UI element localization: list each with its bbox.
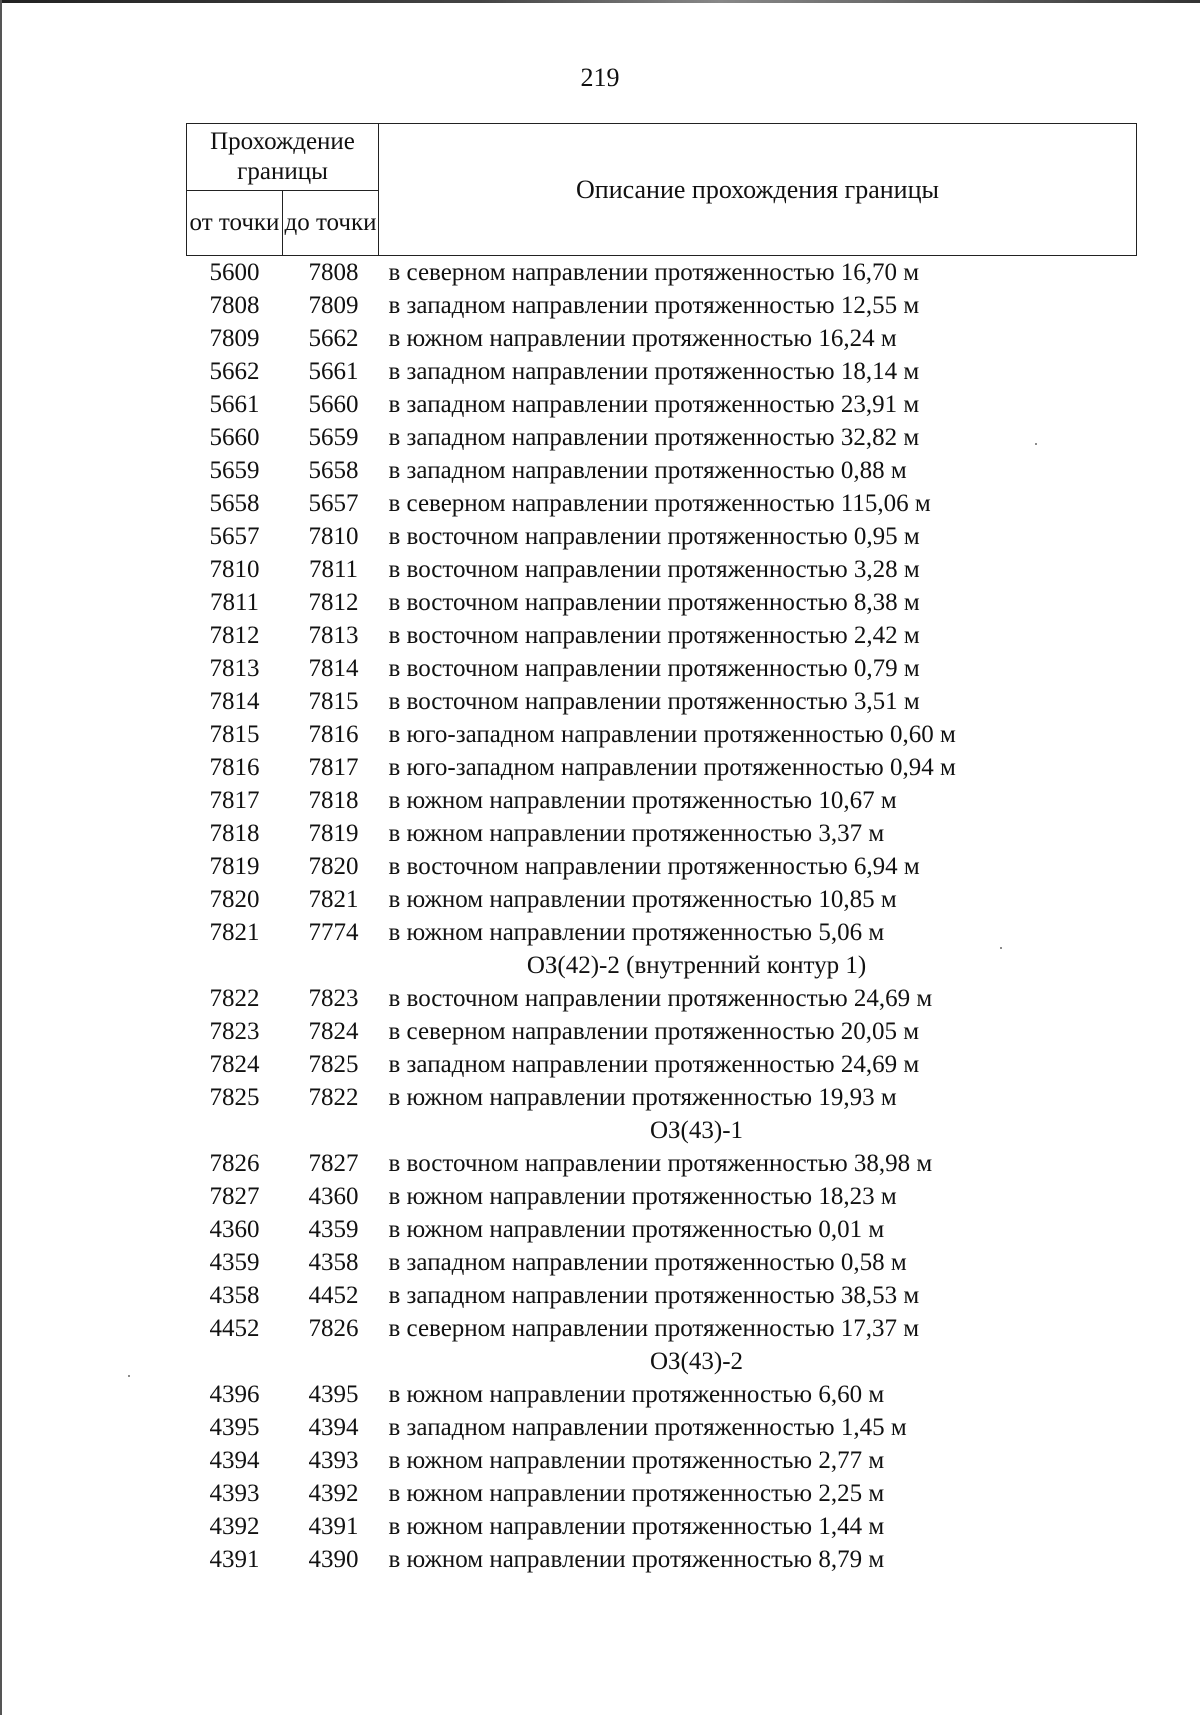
- from-point-cell: 7821: [209, 919, 260, 946]
- to-point-cell: 5660: [308, 391, 359, 418]
- description-cell: в западном направлении протяженностью 1,45 м: [388, 1414, 907, 1441]
- description-cell: в южном направлении протяженностью 10,85 м: [388, 886, 897, 913]
- table-row: [187, 1015, 1137, 1048]
- description-cell: в южном направлении протяженностью 5,06 м: [388, 919, 885, 946]
- table-row: [187, 388, 1137, 421]
- description-cell: в южном направлении протяженностью 10,67 м: [388, 787, 897, 814]
- from-point-cell: 4395: [209, 1414, 260, 1441]
- table-row: [187, 751, 1137, 784]
- from-point-cell: 7813: [209, 655, 260, 682]
- to-point-cell: 5657: [308, 490, 359, 517]
- table-row: [187, 784, 1137, 817]
- to-point-cell: 4359: [308, 1216, 359, 1243]
- description-cell: в западном направлении протяженностью 24,69 м: [388, 1051, 920, 1078]
- to-point-cell: 7814: [308, 655, 359, 682]
- scan-speck: [1000, 947, 1002, 949]
- from-point-cell: 7818: [209, 820, 260, 847]
- to-point-header: до точки: [283, 191, 379, 256]
- table-row: [187, 718, 1137, 751]
- table-header: [187, 124, 1137, 256]
- to-point-cell: 7821: [308, 886, 359, 913]
- to-point-cell: 7810: [308, 523, 359, 550]
- description-cell: в восточном направлении протяженностью 24,69 м: [388, 985, 933, 1012]
- section-heading: ОЗ(43)-2: [649, 1348, 744, 1375]
- table-row: [187, 1543, 1137, 1576]
- table-row: [187, 817, 1137, 850]
- from-point-cell: 4391: [209, 1546, 260, 1573]
- description-cell: в юго-западном направлении протяженностью 0,94 м: [388, 754, 956, 781]
- to-point-cell: 4358: [308, 1249, 359, 1276]
- to-point-cell: 4452: [308, 1282, 359, 1309]
- description-cell: в южном направлении протяженностью 16,24 м: [388, 325, 897, 352]
- description-cell: в юго-западном направлении протяженностью 0,60 м: [388, 721, 956, 748]
- description-cell: в южном направлении протяженностью 0,01 м: [388, 1216, 885, 1243]
- from-point-cell: 5658: [209, 490, 260, 517]
- from-point-cell: 5657: [209, 523, 260, 550]
- from-point-cell: 7827: [209, 1183, 260, 1210]
- from-point-cell: 7817: [209, 787, 260, 814]
- description-cell: в западном направлении протяженностью 0,88 м: [388, 457, 907, 484]
- section-heading: ОЗ(43)-1: [649, 1117, 744, 1144]
- to-point-cell: 4394: [308, 1414, 359, 1441]
- to-point-cell: 4393: [308, 1447, 359, 1474]
- table-row: [187, 1180, 1137, 1213]
- from-point-cell: 4452: [209, 1315, 260, 1342]
- from-point-cell: 4394: [209, 1447, 260, 1474]
- section-heading: ОЗ(42)-2 (внутренний контур 1): [526, 952, 867, 979]
- description-cell: в восточном направлении протяженностью 6,94 м: [388, 853, 920, 880]
- from-point-cell: 5600: [209, 259, 260, 286]
- to-point-cell: 7822: [308, 1084, 359, 1111]
- from-point-cell: 5660: [209, 424, 260, 451]
- table-row: [187, 619, 1137, 652]
- table-body: [187, 256, 1137, 1577]
- table-row: [187, 685, 1137, 718]
- table-row: [187, 1510, 1137, 1543]
- description-cell: в восточном направлении протяженностью 8,38 м: [388, 589, 920, 616]
- description-cell: в южном направлении протяженностью 6,60 м: [388, 1381, 885, 1408]
- to-point-cell: 7774: [308, 919, 359, 946]
- table-row: [187, 982, 1137, 1015]
- to-point-cell: 4392: [308, 1480, 359, 1507]
- description-cell: в восточном направлении протяженностью 38,98 м: [388, 1150, 933, 1177]
- description-cell: в западном направлении протяженностью 38,53 м: [388, 1282, 920, 1309]
- boundary-table: [186, 123, 1137, 1576]
- table-row: [187, 1081, 1137, 1114]
- to-point-cell: 7820: [308, 853, 359, 880]
- from-point-cell: 4359: [209, 1249, 260, 1276]
- from-point-cell: 5662: [209, 358, 260, 385]
- to-point-cell: 5658: [308, 457, 359, 484]
- description-cell: в западном направлении протяженностью 23,91 м: [388, 391, 920, 418]
- from-point-cell: 7810: [209, 556, 260, 583]
- table-row: [187, 421, 1137, 454]
- description-cell: в северном направлении протяженностью 115,06 м: [388, 490, 931, 517]
- to-point-cell: 7823: [308, 985, 359, 1012]
- from-point-cell: 7825: [209, 1084, 260, 1111]
- description-cell: в восточном направлении протяженностью 2,42 м: [388, 622, 920, 649]
- section-heading-row: [187, 1345, 1137, 1378]
- description-cell: в южном направлении протяженностью 8,79 м: [388, 1546, 885, 1573]
- to-point-cell: 5659: [308, 424, 359, 451]
- boundary-passage-header: Прохождение границы: [187, 124, 379, 191]
- scan-edge-top: [0, 0, 1200, 3]
- from-point-cell: 7822: [209, 985, 260, 1012]
- description-cell: в северном направлении протяженностью 16,70 м: [388, 259, 920, 286]
- table-row: [187, 1246, 1137, 1279]
- to-point-cell: 4395: [308, 1381, 359, 1408]
- description-cell: в южном направлении протяженностью 2,25 м: [388, 1480, 885, 1507]
- from-point-cell: 4393: [209, 1480, 260, 1507]
- from-point-cell: 7809: [209, 325, 260, 352]
- to-point-cell: 7818: [308, 787, 359, 814]
- description-header: Описание прохождения границы: [379, 124, 1137, 256]
- table-row: [187, 1444, 1137, 1477]
- from-point-header: от точки: [187, 191, 283, 256]
- to-point-cell: 7816: [308, 721, 359, 748]
- table-row: [187, 1048, 1137, 1081]
- table-row: [187, 1213, 1137, 1246]
- to-point-cell: 7825: [308, 1051, 359, 1078]
- page-number: 219: [580, 63, 620, 92]
- from-point-cell: 7819: [209, 853, 260, 880]
- from-point-cell: 7824: [209, 1051, 260, 1078]
- scan-speck: [1035, 443, 1037, 445]
- table-row: [187, 487, 1137, 520]
- to-point-cell: 4391: [308, 1513, 359, 1540]
- table-row: [187, 256, 1137, 290]
- from-point-cell: 7812: [209, 622, 260, 649]
- to-point-cell: 7813: [308, 622, 359, 649]
- description-cell: в западном направлении протяженностью 18,14 м: [388, 358, 920, 385]
- from-point-cell: 4392: [209, 1513, 260, 1540]
- to-point-cell: 7827: [308, 1150, 359, 1177]
- section-heading-row: [187, 949, 1137, 982]
- table-row: [187, 1477, 1137, 1510]
- table-row: [187, 322, 1137, 355]
- to-point-cell: 7809: [308, 292, 359, 319]
- to-point-cell: 7808: [308, 259, 359, 286]
- table-row: [187, 883, 1137, 916]
- description-cell: в восточном направлении протяженностью 3,51 м: [388, 688, 920, 715]
- table-row: [187, 1147, 1137, 1180]
- table-row: [187, 1378, 1137, 1411]
- to-point-cell: 4360: [308, 1183, 359, 1210]
- to-point-cell: 7815: [308, 688, 359, 715]
- to-point-cell: 7812: [308, 589, 359, 616]
- table-row: [187, 1312, 1137, 1345]
- description-cell: в южном направлении протяженностью 19,93 м: [388, 1084, 897, 1111]
- table-row: [187, 850, 1137, 883]
- table-row: [187, 916, 1137, 949]
- from-point-cell: 7816: [209, 754, 260, 781]
- table-row: [187, 454, 1137, 487]
- from-point-cell: 5661: [209, 391, 260, 418]
- to-point-cell: 7819: [308, 820, 359, 847]
- table-row: [187, 355, 1137, 388]
- description-cell: в южном направлении протяженностью 3,37 м: [388, 820, 885, 847]
- table-row: [187, 520, 1137, 553]
- to-point-cell: 4390: [308, 1546, 359, 1573]
- description-cell: в западном направлении протяженностью 12,55 м: [388, 292, 920, 319]
- from-point-cell: 7815: [209, 721, 260, 748]
- description-cell: в южном направлении протяженностью 1,44 м: [388, 1513, 885, 1540]
- from-point-cell: 7814: [209, 688, 260, 715]
- from-point-cell: 4360: [209, 1216, 260, 1243]
- table-row: [187, 1279, 1137, 1312]
- description-cell: в южном направлении протяженностью 18,23 м: [388, 1183, 897, 1210]
- to-point-cell: 7826: [308, 1315, 359, 1342]
- from-point-cell: 7820: [209, 886, 260, 913]
- from-point-cell: 4358: [209, 1282, 260, 1309]
- description-cell: в западном направлении протяженностью 32,82 м: [388, 424, 920, 451]
- from-point-cell: 4396: [209, 1381, 260, 1408]
- table-row: [187, 652, 1137, 685]
- table-row: [187, 553, 1137, 586]
- section-heading-row: [187, 1114, 1137, 1147]
- description-cell: в южном направлении протяженностью 2,77 м: [388, 1447, 885, 1474]
- description-cell: в восточном направлении протяженностью 0,95 м: [388, 523, 920, 550]
- scan-edge-left: [0, 0, 2, 1715]
- description-cell: в восточном направлении протяженностью 3,28 м: [388, 556, 920, 583]
- to-point-cell: 5662: [308, 325, 359, 352]
- table-row: [187, 586, 1137, 619]
- to-point-cell: 5661: [308, 358, 359, 385]
- from-point-cell: 7826: [209, 1150, 260, 1177]
- from-point-cell: 7823: [209, 1018, 260, 1045]
- from-point-cell: 7811: [209, 589, 260, 616]
- from-point-cell: 7808: [209, 292, 260, 319]
- table-row: [187, 1411, 1137, 1444]
- description-cell: в западном направлении протяженностью 0,58 м: [388, 1249, 907, 1276]
- to-point-cell: 7811: [308, 556, 359, 583]
- description-cell: в восточном направлении протяженностью 0,79 м: [388, 655, 920, 682]
- scan-speck: [128, 1375, 130, 1377]
- from-point-cell: 5659: [209, 457, 260, 484]
- table-row: [187, 289, 1137, 322]
- description-cell: в северном направлении протяженностью 17,37 м: [388, 1315, 920, 1342]
- to-point-cell: 7817: [308, 754, 359, 781]
- to-point-cell: 7824: [308, 1018, 359, 1045]
- description-cell: в северном направлении протяженностью 20,05 м: [388, 1018, 920, 1045]
